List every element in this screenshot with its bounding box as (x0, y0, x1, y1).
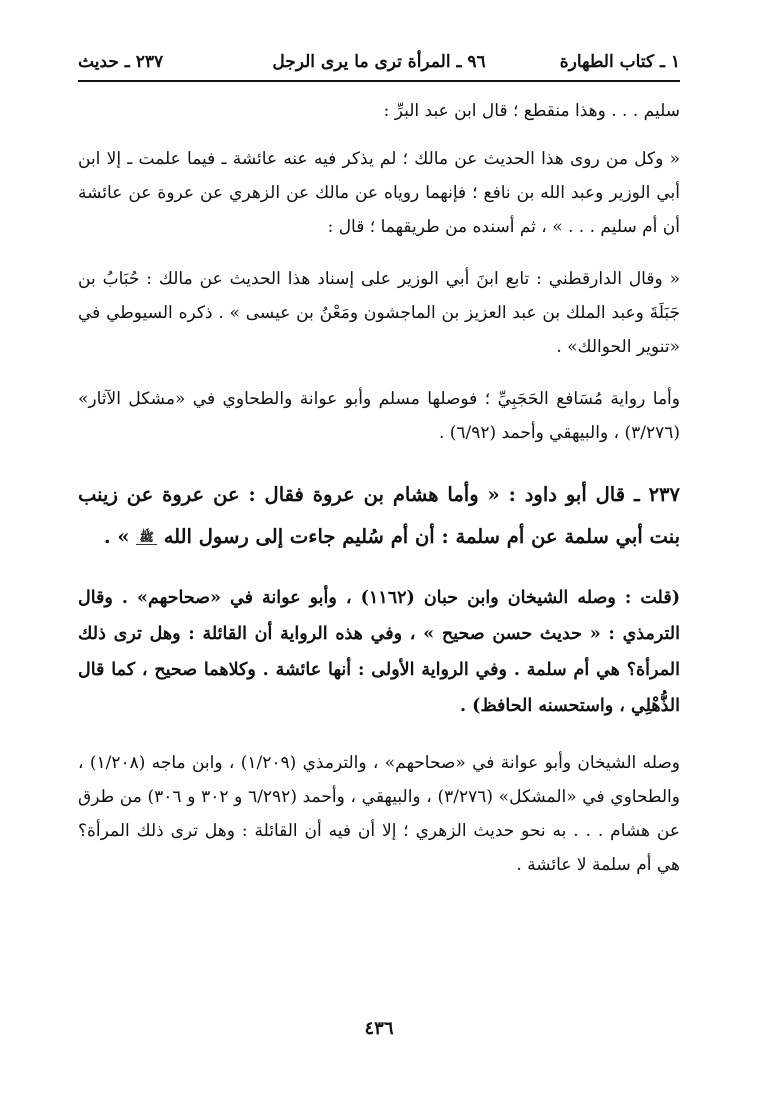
paragraph-continuation: سليم . . . وهذا منقطع ؛ قال ابن عبد البرِّ : (383, 101, 680, 121)
salawat-glyph: ﷺ (136, 530, 157, 545)
hadith-closing: » . (103, 525, 130, 548)
hadith-text (78, 474, 680, 558)
running-header (78, 40, 680, 82)
paragraph-ibn-abd-al-barr-quote: « وكل من روى هذا الحديث عن مالك ؛ لم يذكر فيه عنه عائشة ـ فيما علمت ـ إلا ابن أبي الوزير وعبد الله بن نافع ؛ فإنهما روياه عن مالك عن الزهري عن عروة عن عائشة أن أم سليم . . . » ، ثم أسنده من طريقهما ؛ قال : (78, 149, 680, 237)
author-note: (قلت : وصله الشيخان وابن حبان (١١٦٢) ، وأبو عوانة في «صحاحهم» . وقال الترمذي : « حديث حسن صحيح » ، وفي هذه الرواية أن القائلة : وهل ترى ذلك المرأة؟ هي أم سلمة . وفي الرواية الأولى : أنها عائشة . وكلاهما صحيح ، كما قال الذُّهْلِي ، واستحسنه الحافظ) . (78, 588, 680, 716)
header-hadith-number: ٢٣٧ ـ حديث (78, 52, 164, 72)
page-body (78, 94, 680, 882)
paragraph-daraqutni-quote: « وقال الدارقطني : تابع ابنَ أبي الوزير على إسناد هذا الحديث عن مالك : حُبَابُ بن جَبَلَةَ وعبد الملك بن عبد العزيز بن الماجشون ومَعْنُ بن عيسى » . ذكره السيوطي في «تنوير الحوالك» . (78, 269, 680, 357)
paragraph-musafi-narration: وأما رواية مُسَافع الحَجَبِيِّ ؛ فوصلها مسلم وأبو عوانة والطحاوي في «مشكل الآثار» (٣/٢٧٦) ، والبيهقي وأحمد (٦/٩٢) . (78, 389, 680, 443)
hadith-body: ٢٣٧ ـ قال أبو داود : « وأما هشام بن عروة فقال : عن عروة عن زينب بنت أبي سلمة عن أم سلمة : أن أم سُليم جاءت إلى رسول الله (78, 483, 680, 548)
paragraph-takhrij: وصله الشيخان وأبو عوانة في «صحاحهم» ، والترمذي (١/٢٠٩) ، وابن ماجه (١/٢٠٨) ، والطحاوي في «المشكل» (٣/٢٧٦) ، والبيهقي ، وأحمد (٦/٢٩٢ و ٣٠٢ و ٣٠٦) من طرق عن هشام . . . به نحو حديث الزهري ؛ إلا أن فيه أن القائلة : وهل ترى ذلك المرأة؟ هي أم سلمة لا عائشة . (78, 753, 680, 875)
book-page (78, 40, 680, 1060)
header-book-title: ١ ـ كتاب الطهارة (559, 52, 680, 72)
page-number: ٤٣٦ (364, 1018, 394, 1039)
header-chapter-title: ٩٦ ـ المرأة ترى ما يرى الرجل (272, 52, 486, 72)
